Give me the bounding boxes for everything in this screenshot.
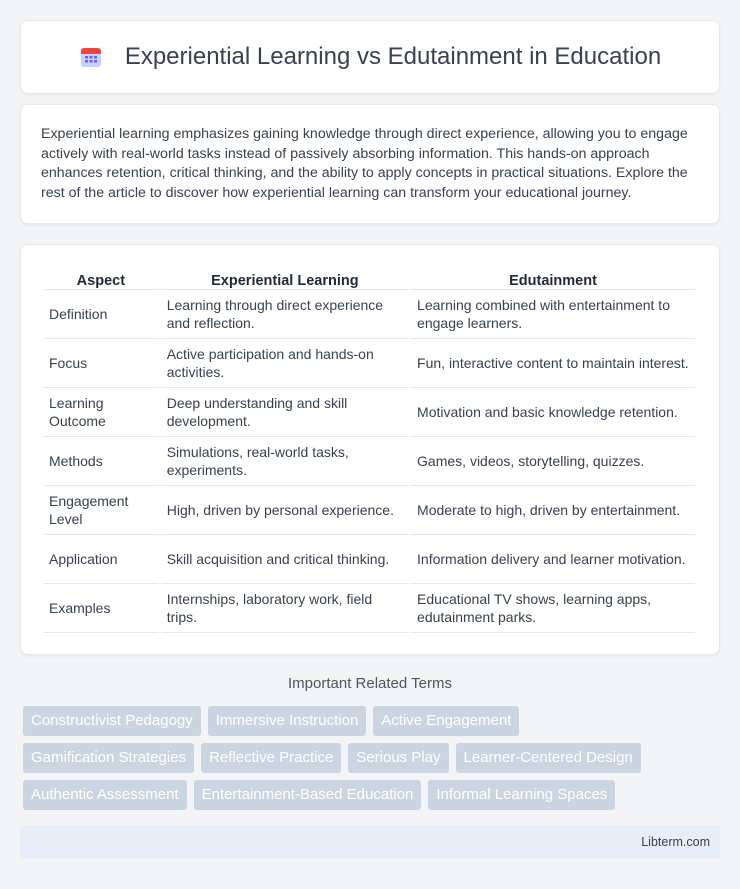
table-cell-experiential: Deep understanding and skill development. <box>161 388 409 437</box>
table-cell-aspect: Methods <box>43 437 159 486</box>
calendar-icon <box>79 45 103 69</box>
table-cell-edutainment: Learning combined with entertainment to engage learners. <box>411 290 695 339</box>
table-row <box>43 437 695 486</box>
table-cell-aspect: Examples <box>43 584 159 633</box>
intro-text: Experiential learning emphasizes gaining knowledge through direct experience, allowing you to engage actively with real-world tasks instead of passively absorbing information. This hands-on approach enhances retention, critical thinking, and the ability to apply concepts in practical situations. Explore the rest of the article to discover how experiential learning can transform your educational journey. <box>41 126 688 201</box>
table-cell-edutainment: Motivation and basic knowledge retention. <box>411 388 695 437</box>
intro-card <box>20 104 720 224</box>
table-cell-aspect: Engagement Level <box>43 486 159 535</box>
tag-immersive-instruction[interactable]: Immersive Instruction <box>208 706 367 736</box>
table-cell-edutainment: Games, videos, storytelling, quizzes. <box>411 437 695 486</box>
table-cell-edutainment: Information delivery and learner motivation. <box>411 535 695 584</box>
comparison-table <box>41 265 697 633</box>
related-terms <box>23 706 723 817</box>
table-cell-aspect: Application <box>43 535 159 584</box>
table-cell-experiential: Simulations, real-world tasks, experiments. <box>161 437 409 486</box>
table-cell-aspect: Focus <box>43 339 159 388</box>
header-aspect: Aspect <box>43 265 159 290</box>
table-cell-experiential: Internships, laboratory work, field trips. <box>161 584 409 633</box>
table-cell-edutainment: Fun, interactive content to maintain interest. <box>411 339 695 388</box>
tag-authentic-assessment[interactable]: Authentic Assessment <box>23 780 187 810</box>
table-row <box>43 584 695 633</box>
title-card <box>20 20 720 94</box>
table-row <box>43 486 695 535</box>
tag-learner-centered-design[interactable]: Learner-Centered Design <box>456 743 641 773</box>
table-cell-edutainment: Moderate to high, driven by entertainment. <box>411 486 695 535</box>
header-experiential: Experiential Learning <box>161 265 409 290</box>
table-cell-aspect: Learning Outcome <box>43 388 159 437</box>
tag-constructivist-pedagogy[interactable]: Constructivist Pedagogy <box>23 706 201 736</box>
table-cell-experiential: Active participation and hands-on activities. <box>161 339 409 388</box>
table-cell-edutainment: Educational TV shows, learning apps, edutainment parks. <box>411 584 695 633</box>
table-row <box>43 388 695 437</box>
tag-row <box>23 780 723 810</box>
footer-link[interactable]: Libterm.com <box>641 835 710 849</box>
table-cell-experiential: Skill acquisition and critical thinking. <box>161 535 409 584</box>
table-cell-aspect: Definition <box>43 290 159 339</box>
tag-gamification-strategies[interactable]: Gamification Strategies <box>23 743 194 773</box>
table-row <box>43 290 695 339</box>
footer <box>20 825 720 859</box>
tag-informal-learning-spaces[interactable]: Informal Learning Spaces <box>428 780 615 810</box>
tag-row <box>23 706 723 736</box>
tag-serious-play[interactable]: Serious Play <box>348 743 448 773</box>
tag-active-engagement[interactable]: Active Engagement <box>373 706 519 736</box>
tag-reflective-practice[interactable]: Reflective Practice <box>201 743 341 773</box>
header-edutainment: Edutainment <box>411 265 695 290</box>
tag-row <box>23 743 723 773</box>
table-row <box>43 339 695 388</box>
related-terms-title: Important Related Terms <box>288 675 452 692</box>
comparison-card <box>20 244 720 655</box>
page-title: Experiential Learning vs Edutainment in Education <box>124 43 662 70</box>
tag-entertainment-based-education[interactable]: Entertainment-Based Education <box>194 780 422 810</box>
table-header-row <box>43 265 695 290</box>
table-row <box>43 535 695 584</box>
table-cell-experiential: High, driven by personal experience. <box>161 486 409 535</box>
table-cell-experiential: Learning through direct experience and reflection. <box>161 290 409 339</box>
